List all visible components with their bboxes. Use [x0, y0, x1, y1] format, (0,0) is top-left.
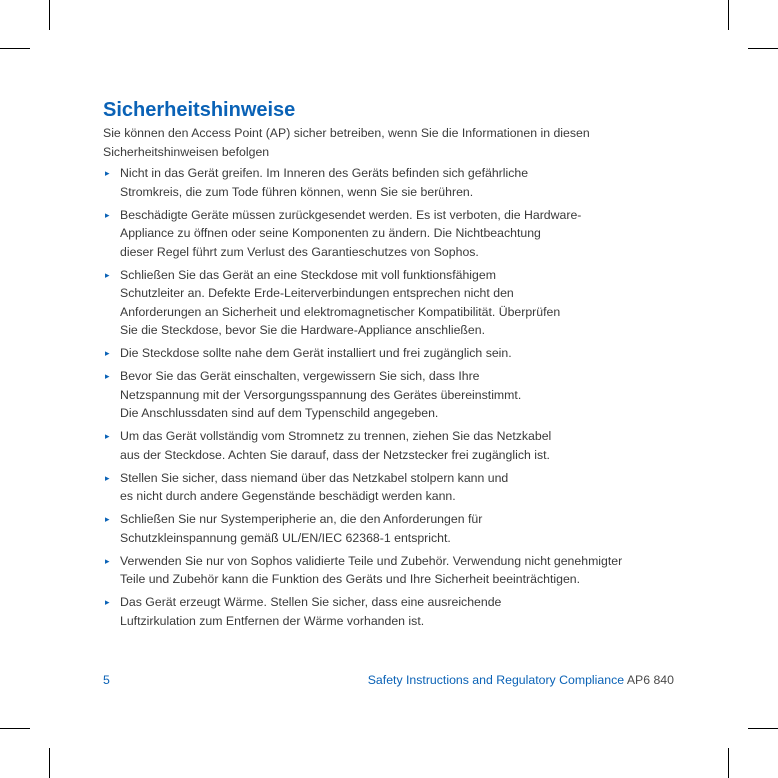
triangle-right-icon: ▸: [105, 555, 110, 566]
intro-text: Sie können den Access Point (AP) sicher betreiben, wenn Sie die Informationen in diesen Sicherheitshinweisen befolgen: [103, 126, 590, 159]
list-item-line: Die Anschlussdaten sind auf dem Typenschild angegeben.: [120, 406, 439, 420]
triangle-right-icon: ▸: [105, 168, 110, 178]
page-number: 5: [103, 673, 110, 687]
list-item: [103, 593, 693, 630]
crop-mark-bottom-left-vertical: [49, 748, 50, 778]
list-item-line: Die Steckdose sollte nahe dem Gerät installiert und frei zugänglich sein.: [120, 346, 512, 360]
crop-mark-top-right-horizontal: [748, 48, 778, 49]
list-item-line: Verwenden Sie nur von Sophos validierte Teile und Zubehör. Verwendung nicht genehmigter: [120, 553, 623, 568]
list-item-line: Schutzleiter an. Defekte Erde-Leiterverbindungen entsprechen nicht den: [120, 286, 514, 300]
list-item: [103, 552, 693, 589]
list-item-line: Nicht in das Gerät greifen. Im Inneren des Geräts befinden sich gefährliche: [120, 166, 529, 180]
list-item-line: Netzspannung mit der Versorgungsspannung des Gerätes übereinstimmt.: [120, 387, 522, 402]
list-item-line: Teile und Zubehör kann die Funktion des Geräts und Ihre Sicherheit beeinträchtigen.: [120, 572, 581, 586]
list-item: [103, 206, 693, 262]
triangle-right-icon: ▸: [105, 431, 110, 441]
list-item: [103, 367, 693, 423]
list-item-line: Schließen Sie das Gerät an eine Steckdose mit voll funktionsfähigem: [120, 267, 496, 282]
safety-list: [103, 164, 693, 630]
list-item-line: Sie die Steckdose, bevor Sie die Hardware-Appliance anschließen.: [120, 323, 486, 337]
list-item-line: aus der Steckdose. Achten Sie darauf, dass der Netzstecker frei zugänglich ist.: [120, 447, 550, 462]
triangle-right-icon: ▸: [105, 269, 110, 280]
list-item-line: Bevor Sie das Gerät einschalten, vergewissern Sie sich, dass Ihre: [120, 369, 480, 383]
crop-mark-bottom-right-horizontal: [748, 728, 778, 729]
list-item: [103, 164, 693, 201]
page-title: Sicherheitshinweise: [103, 99, 296, 121]
model-name: AP6 840: [626, 673, 674, 687]
list-item-line: Stromkreis, die zum Tode führen können, wenn Sie sie berühren.: [120, 184, 474, 199]
crop-mark-bottom-right-vertical: [728, 748, 729, 778]
footer-title: [368, 672, 674, 688]
list-item-line: es nicht durch andere Gegenstände beschädigt werden kann.: [120, 489, 456, 503]
triangle-right-icon: ▸: [105, 209, 110, 220]
list-item: [103, 510, 693, 547]
list-item-line: Das Gerät erzeugt Wärme. Stellen Sie sicher, dass eine ausreichende: [120, 595, 502, 609]
main-content: [103, 99, 693, 635]
triangle-right-icon: ▸: [105, 348, 110, 358]
list-item-line: Um das Gerät vollständig vom Stromnetz zu trennen, ziehen Sie das Netzkabel: [120, 429, 552, 443]
list-item-line: Schließen Sie nur Systemperipherie an, die den Anforderungen für: [120, 512, 483, 526]
list-item-line: Beschädigte Geräte müssen zurückgesendet werden. Es ist verboten, die Hardware-: [120, 207, 582, 222]
list-item-line: dieser Regel führt zum Verlust des Garantieschutzes von Sophos.: [120, 244, 479, 259]
document-title: Safety Instructions and Regulatory Compliance: [367, 673, 625, 687]
list-item-line: Anforderungen an Sicherheit und elektromagnetischer Kompatibilität. Überprüfen: [120, 304, 561, 319]
crop-mark-bottom-left-horizontal: [0, 728, 30, 729]
crop-mark-top-left-horizontal: [0, 48, 30, 49]
triangle-right-icon: ▸: [105, 514, 110, 524]
list-item-line: Appliance zu öffnen oder seine Komponenten zu ändern. Die Nichtbeachtung: [120, 226, 541, 240]
list-item-line: Luftzirkulation zum Entfernen der Wärme vorhanden ist.: [120, 613, 425, 628]
list-item: [103, 344, 693, 363]
triangle-right-icon: ▸: [105, 371, 110, 381]
list-item: [103, 266, 693, 340]
list-item: [103, 469, 693, 506]
triangle-right-icon: ▸: [105, 472, 110, 483]
triangle-right-icon: ▸: [105, 597, 110, 607]
list-item: [103, 427, 693, 464]
crop-mark-top-right-vertical: [728, 0, 729, 30]
list-item-line: Schutzkleinspannung gemäß UL/EN/IEC 62368-1 entspricht.: [120, 530, 451, 545]
crop-mark-top-left-vertical: [49, 0, 50, 30]
list-item-line: Stellen Sie sicher, dass niemand über das Netzkabel stolpern kann und: [120, 470, 509, 485]
